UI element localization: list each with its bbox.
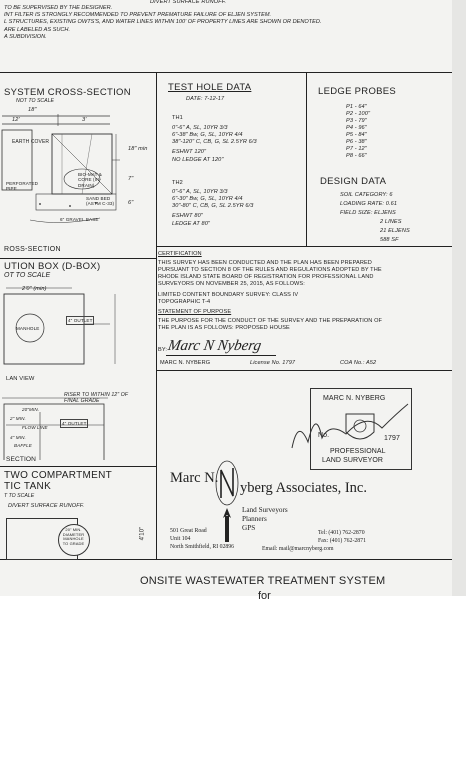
dbox-manhole-label: MANHOLE — [16, 326, 40, 331]
probe-item: P6 - 38" — [346, 139, 367, 145]
frame-divider-dbox — [0, 258, 156, 259]
company-email: Email: mail@marcnyberg.com — [262, 546, 334, 552]
dbox-flow-line: FLOW LINE — [22, 425, 48, 430]
dbox-plan-view: LAN VIEW — [6, 376, 35, 382]
test-hole-title: TEST HOLE DATA — [168, 82, 252, 93]
cert-bottom-line — [156, 370, 452, 371]
note-line: L STRUCTURES, EXISTING OWTS'S, AND WATER LINES WITHIN 100' OF PROPERTY LINES ARE SHOWN OR DENOTED. — [4, 19, 322, 26]
dim-top: 18" — [28, 107, 37, 113]
project-title: ONSITE WASTEWATER TREATMENT SYSTEM — [140, 575, 386, 587]
dbox-section: SECTION — [6, 456, 37, 463]
earth-cover-label: EARTH COVER — [12, 139, 50, 145]
project-for: for — [258, 590, 271, 602]
frame-divider-probes — [306, 72, 307, 246]
seal-signature-overlay — [286, 398, 416, 458]
cert-by-label: BY: — [158, 347, 168, 353]
company-tag-2: Planners — [242, 515, 267, 523]
seal-line-2: LAND SURVEYOR — [322, 457, 384, 464]
company-tel: Tel: (401) 762-2870 — [318, 530, 365, 536]
dim-6: 6" — [128, 200, 134, 206]
perf-pipe-label: PERFORATED PIPE — [6, 181, 39, 192]
th1-ledge: NO LEDGE AT 120" — [172, 157, 224, 163]
dbox-scale: OT TO SCALE — [4, 272, 51, 279]
company-fax: Fax: (401) 762-2871 — [318, 538, 366, 544]
signature-line — [166, 355, 276, 356]
company-name-1: Marc N. — [170, 470, 219, 486]
tank-manhole-label: 20" MIN. DIAMETER MANHOLE TO GRADE — [62, 527, 85, 546]
general-notes — [4, 0, 322, 41]
company-tag-3: GPS — [242, 524, 256, 532]
company-tag-1: Land Surveyors — [242, 506, 288, 514]
company-logo-n-icon — [214, 458, 240, 508]
probe-item: P8 - 66" — [346, 153, 367, 159]
th1-eshwt: ESHWT 120" — [172, 149, 207, 155]
tank-dim: 4'10" — [139, 526, 146, 541]
dim-18min: 18" min — [128, 146, 148, 152]
th2-label: TH2 — [172, 180, 183, 186]
th2-line: 30"-80" C, CB, G, SL 2.5YR 6/3 — [172, 203, 254, 209]
th2-eshwt: ESHWT 80" — [172, 213, 203, 219]
test-hole-date: DATE: 7-12-17 — [186, 96, 225, 102]
ledge-probes-title: LEDGE PROBES — [318, 86, 397, 97]
frame-divider-cert — [156, 246, 452, 247]
loading-rate: LOADING RATE: 0.61 — [340, 201, 398, 207]
probe-item: P3 - 79" — [346, 118, 367, 124]
note-line: A SUBDIVISION. — [4, 33, 47, 40]
soil-category: SOIL CATEGORY: 6 — [340, 192, 393, 198]
cert-survey-class: LIMITED CONTENT BOUNDARY SURVEY: CLASS IV — [158, 292, 299, 298]
cross-section-footer: ROSS-SECTION — [4, 246, 61, 253]
probe-item: P1 - 64" — [346, 104, 367, 110]
dbox-min20: 20"MIN. — [22, 407, 40, 412]
dim-7: 7" — [128, 176, 134, 182]
design-data-title: DESIGN DATA — [320, 176, 387, 187]
company-name-2: yberg Associates, Inc. — [240, 480, 367, 496]
cert-line: RHODE ISLAND STATE BOARD OF REGISTRATION FOR PROFESSIONAL LAND — [158, 274, 374, 280]
cert-coa: COA No.: A52 — [340, 360, 377, 366]
cert-line: THIS SURVEY HAS BEEN CONDUCTED AND THE PLAN HAS BEEN PREPARED — [158, 260, 372, 266]
note-line: INT FILTER IS STRONGLY RECOMMENDED TO PREVENT PREMATURE FAILURE OF ELJEN SYSTEM. — [4, 12, 272, 19]
th2-line: 6"-30" Bw, G, SL, 10YR 4/4 — [172, 196, 243, 202]
cert-name: MARC N. NYBERG — [160, 360, 211, 366]
seal-name: MARC N. NYBERG — [323, 395, 386, 402]
dim-12: 12' — [12, 117, 20, 123]
north-arrow-icon — [222, 508, 232, 544]
probe-item: P2 - 100" — [346, 111, 371, 117]
dbox-dim-2: 2'0" (min) — [22, 286, 47, 292]
dbox-outlet-label: 4" OUTLET — [68, 318, 93, 323]
dbox-outlet2: 4" OUTLET — [62, 421, 87, 426]
purpose-heading: STATEMENT OF PURPOSE — [158, 309, 232, 315]
cert-heading: CERTIFICATION — [158, 251, 202, 257]
th1-line: 38"-120" C, CB, G, SL 2.5YR 6/3 — [172, 139, 257, 145]
dim-3: 3' — [82, 117, 87, 123]
th1-label: TH1 — [172, 115, 183, 121]
bio-mat-label: BIO-MAT & CORE (IN-DRAIN) — [78, 172, 102, 188]
dbox-min2: 2" MIN. — [10, 416, 26, 421]
cross-section-scale: NOT TO SCALE — [16, 98, 54, 104]
seal-number: 1797 — [384, 435, 400, 442]
gravel-base-label: 6" GRAVEL BASE — [60, 217, 99, 222]
seal-line-1: PROFESSIONAL — [330, 448, 386, 455]
tank-title-1: TWO COMPARTMENT — [4, 470, 113, 481]
frame-divider-vertical — [156, 72, 157, 559]
field-line: 21 ELJENS — [380, 228, 410, 234]
dbox-riser-note: RISER TO WITHIN 12" OF FINAL GRADE — [64, 392, 129, 404]
th1-line: 6"-38" Bw, G, SL, 10YR 4/4 — [172, 132, 243, 138]
company-address-2: Unit 104 — [170, 536, 191, 542]
field-size: FIELD SIZE: ELJENS — [340, 210, 396, 216]
sand-bed-label: SAND BED (ASTM C-33) — [86, 196, 115, 207]
tank-divert-note: DIVERT SURFACE RUNOFF. — [8, 503, 85, 509]
cert-signature: Marc N Nyberg — [166, 338, 263, 354]
cert-license: License No. 1797 — [250, 360, 296, 366]
dbox-title: UTION BOX (D-BOX) — [4, 261, 101, 272]
company-address-3: North Smithfield, RI 02896 — [170, 544, 235, 550]
note-line: ARE LABELED AS SUCH. — [4, 26, 71, 33]
probe-item: P7 - 12" — [346, 146, 367, 152]
th2-ledge: LEDGE AT 80" — [172, 221, 211, 227]
dbox-baffle: BAFFLE — [14, 443, 32, 448]
note-divert: DIVERT SURFACE RUNOFF. — [150, 0, 227, 5]
th1-line: 0"-6" A, SL, 10YR 3/3 — [172, 125, 228, 131]
company-address-1: 501 Great Road — [170, 528, 207, 534]
dbox-min4: 4" MIN. — [10, 435, 26, 440]
cross-section-title: SYSTEM CROSS-SECTION — [4, 87, 131, 98]
cert-line: PURSUANT TO SECTION 8 OF THE RULES AND REGULATIONS ADOPTED BY THE — [158, 267, 382, 273]
probe-item: P5 - 84" — [346, 132, 367, 138]
seal-no-label: No. — [318, 432, 330, 439]
tank-title-2: TIC TANK — [4, 481, 52, 492]
frame-divider-tank — [0, 466, 156, 467]
purpose-line: THE PURPOSE FOR THE CONDUCT OF THE SURVEY AND THE PREPARATION OF — [158, 318, 383, 324]
tank-scale: T TO SCALE — [4, 493, 35, 499]
purpose-line: THE PLAN IS AS FOLLOWS: PROPOSED HOUSE — [158, 325, 290, 331]
field-line: 2 LINES — [380, 219, 402, 225]
cert-line: SURVEYORS ON NOVEMBER 25, 2015, AS FOLLOWS: — [158, 281, 305, 287]
probe-item: P4 - 96" — [346, 125, 367, 131]
dbox-drawing — [0, 280, 156, 460]
cert-topo: TOPOGRAPHIC T-4 — [158, 299, 211, 305]
th2-line: 0"-6" A, SL, 10YR 3/3 — [172, 189, 228, 195]
frame-top-line — [0, 72, 452, 73]
sheet-edge — [452, 0, 466, 596]
field-line: 588 SF — [380, 237, 399, 243]
note-line: TO BE SUPERVISED BY THE DESIGNER. — [4, 5, 113, 11]
